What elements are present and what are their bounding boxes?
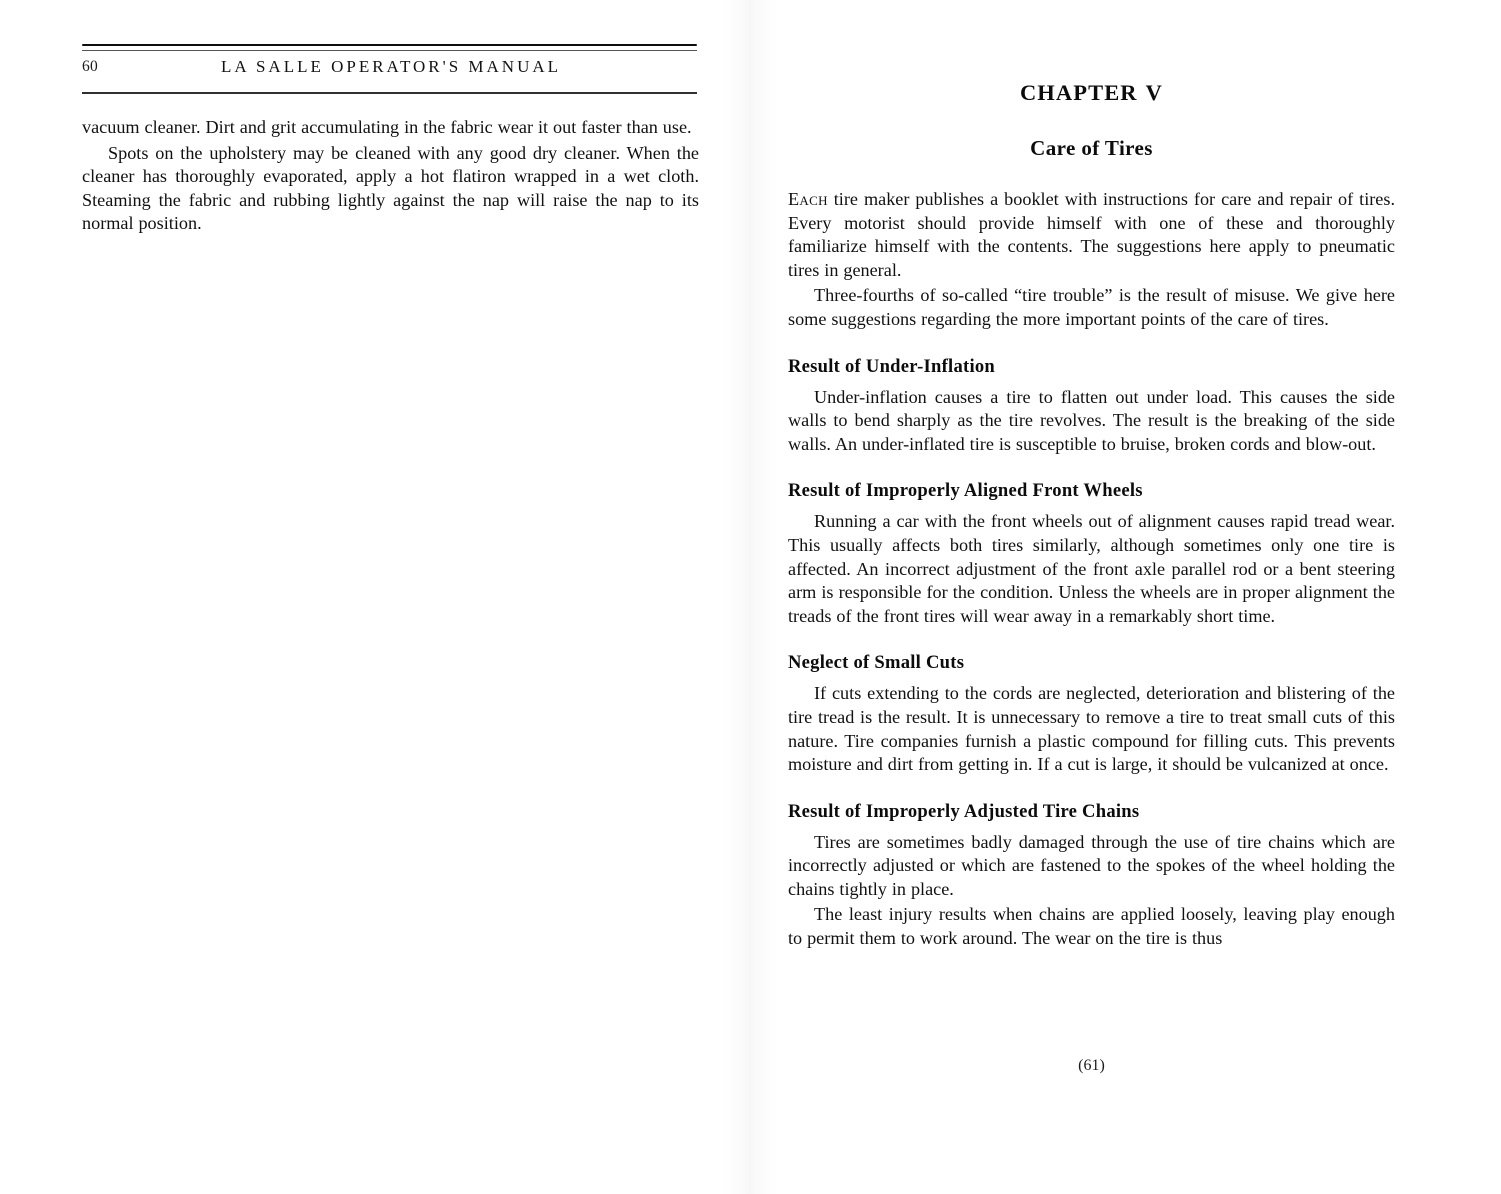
section-heading: Result of Under-Inflation — [788, 355, 995, 377]
paragraph: Spots on the upholstery may be cleaned with any good dry cleaner. When the cleaner has thoroughly evaporated, apply a hot flatiron wrapped in a wet cloth. Steaming the fabric and rubbing lightly against the nap will raise the nap to its normal position. — [82, 142, 699, 234]
paragraph-text: tire maker publishes a booklet with instructions for care and repair of tires. Every motorist should provide himself with one of these and thoroughly familiarize himself with the contents. The suggestions here apply to pneumatic tires in general. — [788, 189, 1395, 280]
header-rule-bottom — [82, 92, 697, 94]
folio-verso: 60 — [82, 58, 98, 75]
paragraph: Under-inflation causes a tire to flatten out under load. This causes the side walls to bend sharply as the tire revolves. The result is the breaking of the side walls. An under-inflated tire is susceptible to bruise, broken cords and blow-out. — [788, 386, 1395, 454]
running-head-block — [82, 44, 697, 96]
chapter-numeral: V — [1145, 80, 1164, 105]
chapter-label — [788, 80, 1395, 106]
recto-page — [788, 0, 1395, 951]
paragraph: Three-fourths of so-called “tire trouble” is the result of misuse. We give here some suggestions regarding the more important points of the care of tires. — [788, 285, 1395, 329]
running-head-title: LA SALLE OPERATOR'S MANUAL — [220, 57, 562, 76]
section-heading: Result of Improperly Adjusted Tire Chains — [788, 800, 1140, 822]
paragraph: The least injury results when chains are applied loosely, leaving play enough to permit them to work around. The wear on the tire is thus — [788, 904, 1395, 949]
paragraph — [788, 188, 1395, 282]
folio-recto: (61) — [1078, 1057, 1105, 1074]
paragraph: If cuts extending to the cords are neglected, deterioration and blistering of the tire tread is the result. It is unnecessary to remove a tire to treat small cuts of this nature. Tire companies furnish a plastic compound for filling cuts. This prevents moisture and dirt from getting in. If a cut is large, it should be vulcanized at once. — [788, 683, 1395, 775]
section-heading: Result of Improperly Aligned Front Wheels — [788, 480, 1143, 502]
header-rule-thin — [82, 50, 697, 51]
section-heading: Neglect of Small Cuts — [788, 652, 965, 674]
recto-body — [788, 188, 1395, 951]
header-rule-thick — [82, 44, 697, 46]
verso-body — [82, 116, 699, 236]
paragraph: Tires are sometimes badly damaged through the use of tire chains which are incorrectly adjusted or which are fastened to the spokes of the wheel holding the chains tightly in place. — [788, 831, 1395, 899]
chapter-title: Care of Tires — [1030, 136, 1153, 160]
small-caps-lead-word: Each — [788, 189, 828, 209]
paragraph: vacuum cleaner. Dirt and grit accumulating in the fabric wear it out faster than use. — [82, 117, 692, 137]
page-gutter-shadow — [722, 0, 778, 1194]
chapter-label-word: CHAPTER — [1019, 80, 1138, 105]
paragraph: Running a car with the front wheels out of alignment causes rapid tread wear. This usually affects both tires similarly, although sometimes only one tire is affected. An incorrect adjustment of the front axle parallel rod or a bent steering arm is responsible for the condition. Unless the wheels are in proper alignment the treads of the front tires will wear away in a remarkably short time. — [788, 511, 1395, 626]
